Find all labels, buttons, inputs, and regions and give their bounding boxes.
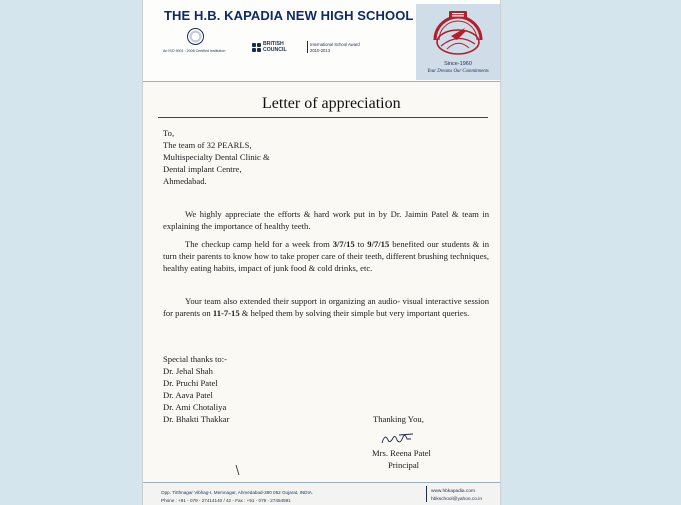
partner-logo-text: BRITISH COUNCIL	[263, 41, 287, 53]
special-thanks-heading: Special thanks to:-	[163, 354, 227, 364]
title-underline	[158, 117, 488, 118]
thanks-name: Dr. Bhakti Thakkar	[163, 414, 230, 425]
closing-line: Thanking You,	[373, 414, 424, 424]
special-thanks	[163, 353, 313, 426]
school-name: THE H.B. KAPADIA NEW HIGH SCHOOL	[164, 8, 414, 23]
letter-title: Letter of appreciation	[262, 95, 401, 112]
date-from: 3/7/15	[332, 239, 355, 249]
school-crest-icon	[427, 6, 489, 62]
letter-footer	[143, 482, 500, 505]
iso-certification-text: An ISO 9001 : 2008 Certified Institution	[163, 49, 226, 53]
paragraph-2	[163, 238, 489, 274]
footer-address: Opp. Tirthnagar Vibhag-I, Memnagar, Ahmedabad-380 052 Gujarat, INDIA. Phone : +91 - 079 - 27414140 / 42 - Fax : +91 - 079 - 27454591	[161, 490, 314, 504]
paragraph-3	[163, 295, 489, 319]
address-line: To,	[163, 128, 175, 138]
letterhead	[143, 0, 500, 82]
recipient-address	[163, 127, 363, 187]
letter-sheet	[143, 0, 500, 505]
footer-divider	[426, 486, 427, 502]
address-line: Multispecialty Dental Clinic &	[163, 152, 270, 163]
school-logo-panel	[416, 4, 500, 80]
paragraph-2-text: The checkup camp held for a week from	[185, 239, 333, 249]
signatory-name: Mrs. Reena Patel	[372, 448, 431, 458]
paragraph-2-text: benefited our students & in turn their parents to know how to take proper care of their teeth, different brushing techniques, healthy eating habits, impact of junk food & cold drinks, etc.	[163, 239, 490, 274]
iso-emblem-icon	[187, 28, 204, 45]
session-date: 11-7-15	[212, 308, 240, 319]
address-line: Ahmedabad.	[163, 176, 207, 187]
signatory-title: Principal	[388, 460, 420, 470]
british-council-logo-icon	[252, 43, 262, 52]
thanks-name: Dr. Jehal Shah	[163, 366, 213, 377]
since-year: Since-1960	[444, 61, 472, 67]
paragraph-2-text: to	[354, 239, 368, 249]
thanks-name: Dr. Ami Chotaliya	[163, 402, 227, 413]
school-motto: Your Dreams Our Commitments	[427, 69, 489, 74]
footer-contact: www.hbkapadia.com hbkschool@yahoo.co.in	[431, 489, 483, 503]
paragraph-3-text: Your team also extended their support in organizing an audio- visual interactive session for parents on	[163, 296, 489, 319]
address-line: Dental implant Centre,	[163, 164, 242, 175]
header-rule	[143, 81, 500, 82]
thanks-name: Dr. Aava Patel	[163, 390, 213, 401]
paragraph-3-text: & helped them by solving their simple but very important queries.	[239, 308, 470, 319]
award-text: International School Award 2010-2013	[310, 42, 360, 53]
pen-mark-icon	[235, 464, 241, 476]
address-line: The team of 32 PEARLS,	[163, 140, 252, 151]
paragraph-1: We highly appreciate the efforts & hard work put in by Dr. Jaimin Patel & team in explaining the importance of healthy teeth.	[163, 209, 489, 232]
date-to: 9/7/15	[367, 239, 390, 249]
footer-rule	[143, 482, 500, 483]
thanks-name: Dr. Pruchi Patel	[163, 378, 218, 389]
signature-icon	[379, 431, 419, 447]
header-divider	[307, 41, 308, 53]
